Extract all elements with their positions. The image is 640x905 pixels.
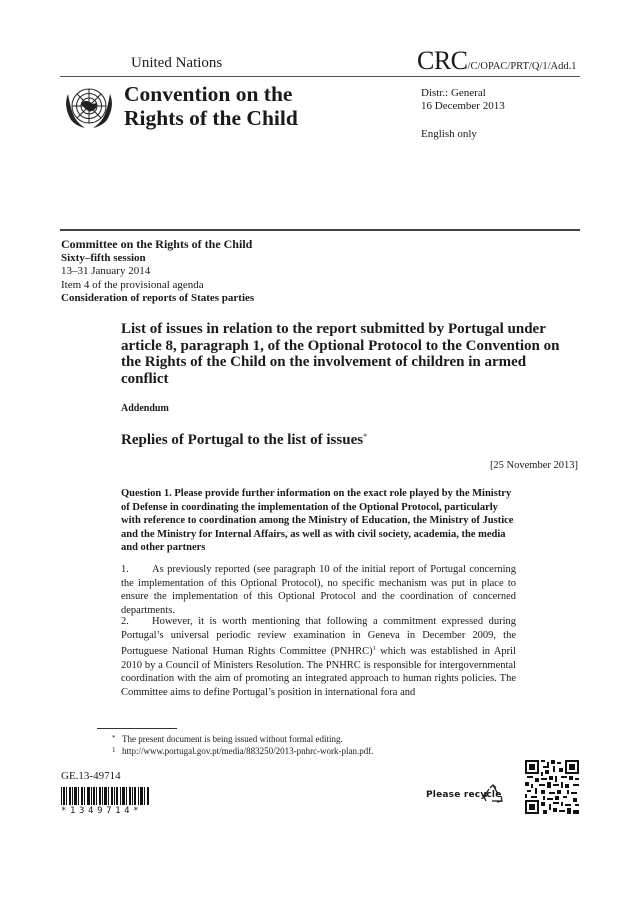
consideration: Consideration of reports of States parties (61, 292, 255, 304)
committee-name: Committee on the Rights of the Child (61, 237, 253, 251)
barcode-icon (61, 787, 150, 805)
footnote-text: The present document is being issued without formal editing. (122, 734, 343, 744)
recycle-icon (482, 784, 504, 806)
footnote (112, 746, 374, 756)
section-rule (60, 229, 580, 231)
addendum-label: Addendum (121, 403, 169, 414)
paragraph-number: 2. (121, 616, 129, 627)
language-note: English only (421, 128, 477, 140)
footnote-mark: * (112, 734, 116, 742)
convention-title-line1: Convention on the (124, 82, 293, 106)
job-number: GE.13-49714 (61, 770, 121, 782)
symbol-suffix: /C/OPAC/PRT/Q/1/Add.1 (467, 61, 577, 72)
header-rule (60, 76, 580, 77)
paragraph-text: However, it is worth mentioning that following a commitment expressed during Portugal’s universal periodic review examination in Geneva in December 2009, the Portuguese National Human Rights Committee (PNHRC) (121, 616, 516, 657)
organization-label: United Nations (131, 55, 223, 71)
issue-date: 16 December 2013 (421, 100, 505, 112)
reply-date: [25 November 2013] (489, 460, 578, 471)
symbol-main: CRC (417, 46, 468, 75)
footnote-mark: 1 (112, 746, 116, 754)
session: Sixty–fifth session (61, 251, 146, 264)
paragraph-2 (121, 615, 516, 699)
agenda-item: Item 4 of the provisional agenda (61, 278, 204, 291)
paragraph-text: As previously reported (see paragraph 10 of the initial report of Portugal concerning the implementation of this Optional Protocol), no specific mechanism was put in place to ensure the implementation of this Optional Protocol and the coordination of concerned departments. (121, 564, 516, 616)
convention-title-line2: Rights of the Child (124, 106, 298, 130)
paragraph-text-cont: which was established in April 2010 by a Council of Ministers Resolution. The PNHRC is responsible for intergovernmental coordination with the aim of promoting an integrated approach to human rights policies. The Committee aims to define Portugal’s position in international fora and (121, 646, 516, 698)
barcode-digits: *1349714* (61, 806, 143, 816)
un-emblem-icon (62, 82, 116, 132)
distribution: Distr.: General (421, 87, 486, 99)
convention-title (124, 82, 298, 130)
document-title: List of issues in relation to the report submitted by Portugal under article 8, paragraph 1, of the Optional Protocol to the Convention on the Rights of the Child on the involvement of children in armed conflict (121, 321, 560, 387)
footnote-rule (97, 728, 177, 729)
committee-block (61, 238, 254, 306)
paragraph-number: 1. (121, 564, 129, 575)
paragraph-1 (121, 563, 516, 617)
replies-heading (121, 432, 367, 449)
recycle-label: Please recycle (426, 790, 502, 800)
replies-heading-text: Replies of Portugal to the list of issues (121, 432, 364, 448)
document-symbol (417, 46, 577, 76)
footnote (112, 734, 343, 744)
distribution-block (421, 87, 505, 113)
session-dates: 13–31 January 2014 (61, 265, 151, 277)
footnote-ref[interactable]: 1 (372, 645, 376, 652)
qr-code-icon (525, 760, 579, 814)
footnote-ref[interactable]: * (363, 432, 368, 441)
question-1: Question 1. Please provide further information on the exact role played by the Ministry of Defense in coordinating the implementation of the Optional Protocol, particularly with reference to coordination among the Ministry of Education, the Ministry of Justice and the Ministry for Internal Affairs, as well as with civil society, academia, the media and other partners (121, 488, 514, 553)
footnote-link[interactable]: http://www.portugal.gov.pt/media/883250/2013-pnhrc-work-plan.pdf. (122, 746, 374, 756)
